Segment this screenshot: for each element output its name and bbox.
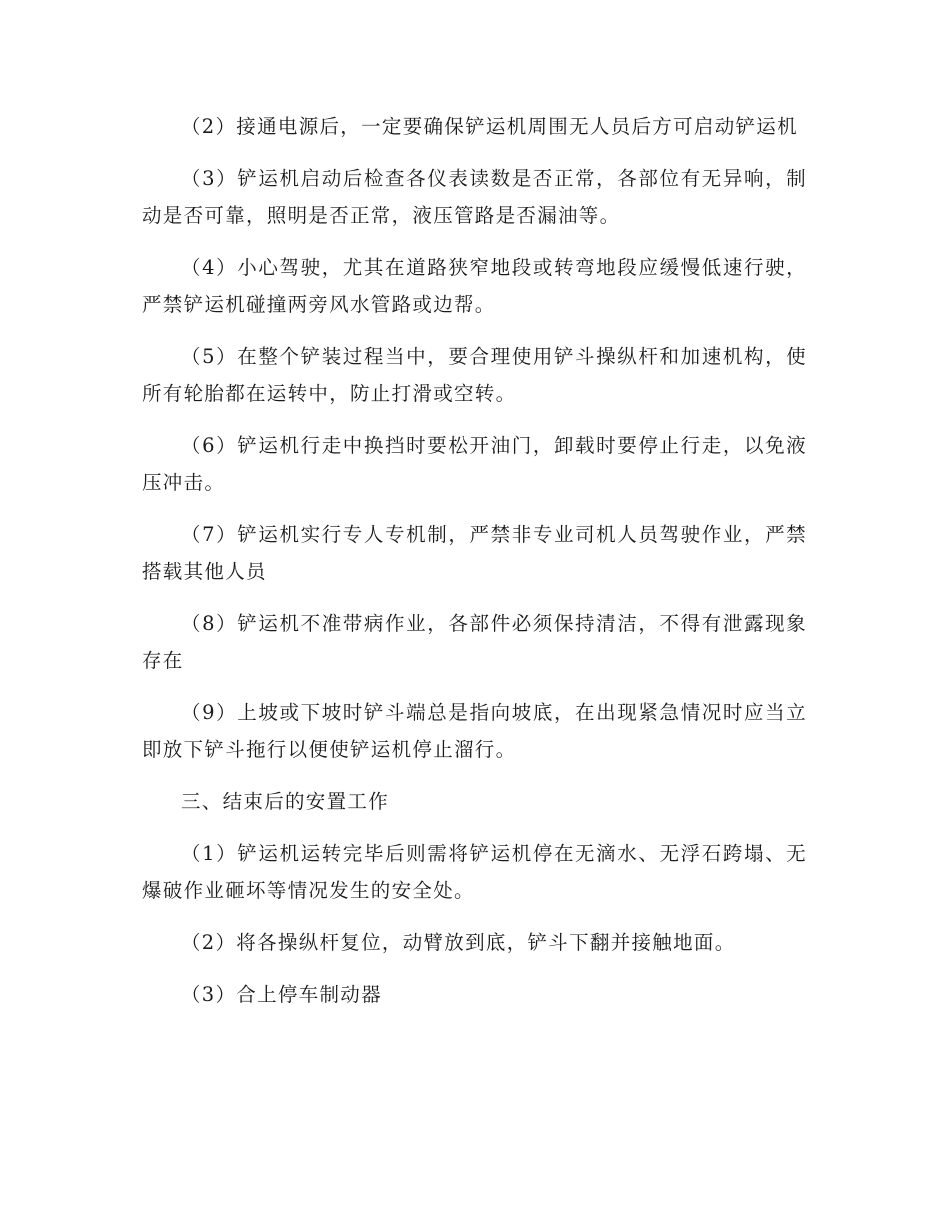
paragraph-final-step-2: （2）将各操纵杆复位，动臂放到底，铲斗下翻并接触地面。	[181, 931, 736, 954]
paragraph-step-7: （7）铲运机实行专人专机制，严禁非专业司机人员驾驶作业，严禁搭载其他人员	[142, 523, 807, 583]
paragraph-final-step-3: （3）合上停车制动器	[181, 983, 382, 1006]
paragraph-step-9: （9）上坡或下坡时铲斗端总是指向坡底，在出现紧急情况时应当立即放下铲斗拖行以便使铲运机停止溜行。	[142, 701, 807, 761]
paragraph-step-6: （6）铲运机行走中换挡时要松开油门，卸载时要停止行走，以免液压冲击。	[142, 434, 807, 494]
paragraph-final-step-1: （1）铲运机运转完毕后则需将铲运机停在无滴水、无浮石跨塌、无爆破作业砸坏等情况发生的安全处。	[142, 842, 807, 902]
paragraph-step-2: （2）接通电源后，一定要确保铲运机周围无人员后方可启动铲运机	[181, 115, 798, 138]
section-heading: 三、结束后的安置工作	[181, 790, 390, 813]
paragraph-step-8: （8）铲运机不准带病作业，各部件必须保持清洁，不得有泄露现象存在	[142, 612, 807, 672]
paragraph-step-4: （4）小心驾驶，尤其在道路狭窄地段或转弯地段应缓慢低速行驶，严禁铲运机碰撞两旁风水管路或边帮。	[142, 256, 807, 316]
paragraph-step-5: （5）在整个铲装过程当中，要合理使用铲斗操纵杆和加速机构，使所有轮胎都在运转中，防止打滑或空转。	[142, 345, 807, 405]
paragraph-step-3: （3）铲运机启动后检查各仪表读数是否正常，各部位有无异响，制动是否可靠，照明是否正常，液压管路是否漏油等。	[142, 167, 807, 227]
document-body	[142, 108, 807, 1028]
